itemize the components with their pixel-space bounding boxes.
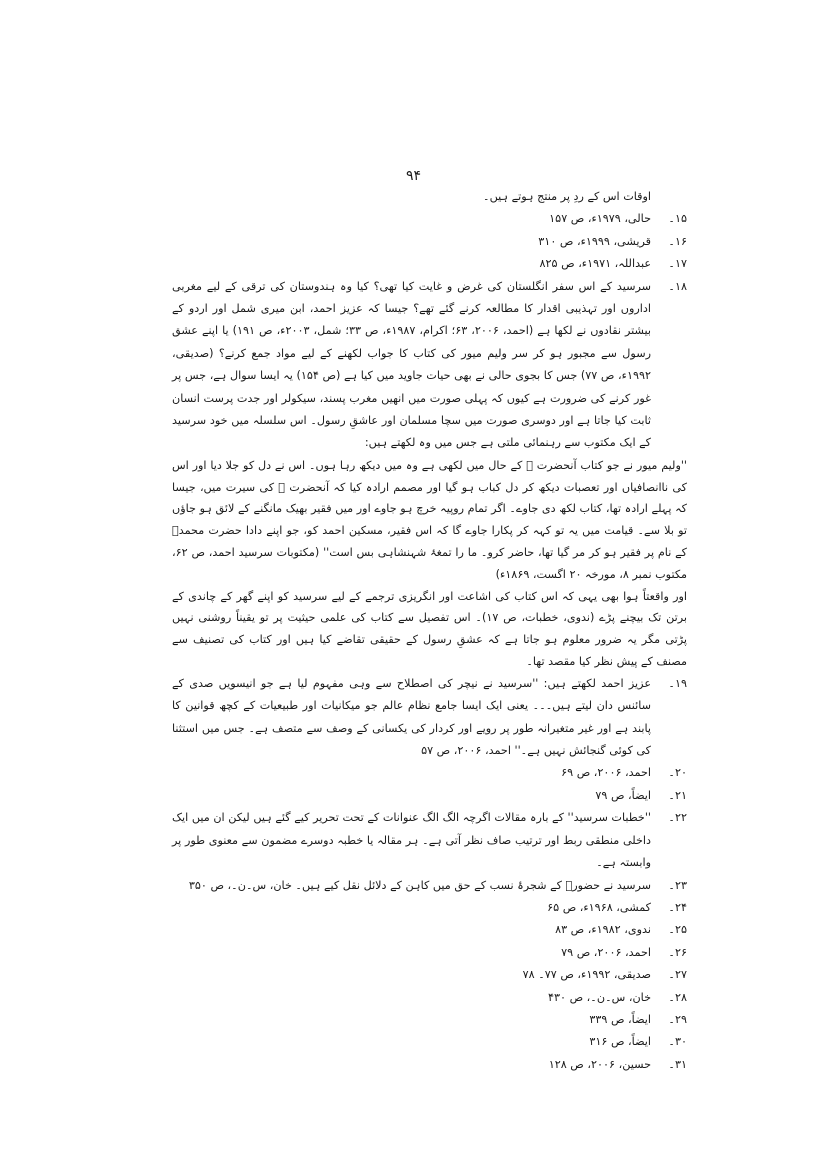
endnote-number: ۱۸۔: [668, 279, 687, 293]
endnote-27: [172, 964, 687, 986]
endnote-text: خان، س۔ن۔، ص ۴۳۰: [548, 990, 651, 1004]
endnote-text: عزیز احمد لکھتے ہیں: ''سرسید نے نیچر کی اصطلاح سے وہی مفہوم لیا ہے جو انیسویں صدی کے سائنس دان لیتے ہیں۔۔۔ یعنی ایک ایسا جامع نظام عالم جو میکانیات اور طبیعیات کے کچھ قوانین کا پابند ہے اور غیر متغیرانہ طور پر رویے اور کردار کی یکسانی کے وصف سے متصف ہے۔ جس میں استثنا کی کوئی گنجائش نہیں ہے۔'' احمد، ۲۰۰۶، ص ۵۷: [172, 676, 651, 758]
endnote-number: ۱۷۔: [668, 257, 687, 271]
endnote-17: [172, 253, 687, 275]
block-quote: ''ولیم میور نے جو کتاب آنحضرت ؐ کے حال میں لکھی ہے وہ میں دیکھ رہا ہوں۔ اس نے دل کو جلا دیا اور اس کی ناانصافیاں اور تعصبات دیکھ کر دل کباب ہو گیا اور مصمم ارادہ کیا کہ آنحضرت ﷺ کی سیرت میں، جیسا کہ پہلے ارادہ تھا، کتاب لکھ دی جاوے۔ اگر تمام روپیہ خرچ ہو جاوے اور میں فقیر بھیک مانگنے کے لائق ہو جاؤں تو بلا سے۔ قیامت میں یہ تو کہہ کر پکارا جاوے گا کہ اس فقیر، مسکین احمد کو، جو اپنے دادا حضرت محمدؐ کے نام پر فقیر ہو کر مر گیا تھا، حاضر کرو۔ ما را تمغۂ شہنشاہی بس است'' (مکتوبات سرسید احمد، ص ۶۲، مکتوب نمبر ۸، مورخہ ۲۰ اگست، ۱۸۶۹ء): [172, 458, 687, 581]
endnote-16: [172, 231, 687, 253]
endnote-text: ندوی، ۱۹۸۲ء، ص ۸۳: [555, 923, 651, 937]
endnote-text: ''خطبات سرسید'' کے بارہ مقالات اگرچہ الگ الگ عنوانات کے تحت تحریر کیے گئے ہیں لیکن ان میں ایک داخلی منطقی ربط اور ترتیب صاف نظر آتی ہے۔ ہر مقالہ یا خطبہ دوسرے مضمون سے معنوی طور پر وابستہ ہے۔: [172, 811, 651, 870]
endnote-20: [172, 762, 687, 784]
endnote-text: قریشی، ۱۹۹۹ء، ص ۳۱۰: [538, 234, 651, 248]
continued-note-text: اوقات اس کے ردِ پر منتج ہوتے ہیں۔: [483, 190, 651, 203]
endnote-22: [172, 807, 687, 874]
endnote-23: [172, 875, 687, 897]
endnote-number: ۱۹۔: [668, 676, 687, 690]
endnote-text: عبداللہ، ۱۹۷۱ء، ص ۸۲۵: [539, 257, 651, 271]
endnote-text: سرسید کے اس سفر انگلستان کی غرض و غایت کیا تھی؟ کیا وہ ہندوستان کی ترقی کے لیے مغربی اداروں اور تہذیبی اقدار کا مطالعہ کرنے گئے تھے؟ جیسا کہ عزیز احمد، ابن میری شمل اور اردو کے بیشتر نقادوں نے لکھا ہے (احمد، ۲۰۰۶، ۶۳؛ اکرام، ۱۹۸۷ء، ص ۳۳؛ شمل، ۲۰۰۳ء، ص ۱۹۱) یا اپنے عشق رسول سے مجبور ہو کر سر ولیم میور کی کتاب کا جواب لکھنے کے لیے مواد جمع کرنے؟ (صدیقی، ۱۹۹۲ء، ص ۷۷) جس کا بجوی حالی نے بھی حیات جاوید میں کیا ہے (ص ۱۵۴) یہ ایسا سوال ہے، جس پر غور کرنے کی ضرورت ہے کیوں کہ پہلی صورت میں انھیں مغرب پسند، سیکولر اور جدت پرست انسان ثابت کیا جاتا ہے اور دوسری صورت میں سچا مسلمان اور عاشقِ رسول۔ اس سلسلہ میں خود سرسید کے ایک مکتوب سے رہنمائی ملتی ہے جس میں وہ لکھتے ہیں:: [172, 279, 651, 450]
endnote-number: ۲۰۔: [668, 766, 687, 780]
endnote-text: صدیقی، ۱۹۹۲ء، ص ۷۷۔ ۷۸: [522, 968, 651, 982]
endnote-text: ایضاً، ص ۳۱۶: [589, 1035, 651, 1049]
endnote-number: ۳۰۔: [668, 1035, 687, 1049]
endnote-text: ایضاً، ص ۳۳۹: [589, 1012, 651, 1026]
endnote-25: [172, 919, 687, 941]
endnote-19: [172, 673, 687, 763]
endnote-30: [172, 1031, 687, 1053]
endnote-text: سرسید نے حضورؐ کے شجرۂ نسب کے حق میں کاہن کے دلائل نقل کیے ہیں۔ خان، س۔ن۔، ص ۳۵۰: [188, 878, 651, 892]
paragraph: اور واقعتاً ہوا بھی یہی کہ اس کتاب کی اشاعت اور انگریزی ترجمے کے لیے سرسید کو اپنے گھر کے چاندی کے برتن تک بیچنے پڑے (ندوی، خطبات، ص ۱۷)۔ اس تفصیل سے کتاب کی علمی حیثیت پر تو یقیناً روشنی نہیں پڑتی مگر یہ ضرور معلوم ہو جاتا ہے کہ عشقِ رسول کے حقیقی تقاضے کیا ہیں اور کتاب کی تصنیف سے مصنف کے پیش نظر کیا مقصد تھا۔: [172, 589, 687, 669]
endnote-number: ۲۹۔: [668, 1012, 687, 1026]
endnote-text: حالی، ۱۹۷۹ء، ص ۱۵۷: [549, 212, 651, 226]
endnote-31: [172, 1054, 687, 1076]
endnote-text: ایضاً، ص ۷۹: [595, 788, 651, 802]
endnote-text: احمد، ۲۰۰۶، ص ۷۹: [561, 945, 651, 959]
endnote-29: [172, 1009, 687, 1031]
endnote-text: احمد، ۲۰۰۶، ص ۶۹: [561, 766, 651, 780]
endnote-15: [172, 208, 687, 230]
page-number: ۹۴: [405, 168, 422, 184]
endnote-24: [172, 897, 687, 919]
endnote-text: کمشی، ۱۹۶۸ء، ص ۶۵: [547, 900, 651, 914]
endnote-number: ۲۵۔: [668, 923, 687, 937]
endnote-number: ۲۱۔: [668, 788, 687, 802]
endnotes-section: [172, 186, 687, 1076]
endnote-number: ۱۶۔: [668, 234, 687, 248]
endnote-18: [172, 276, 687, 455]
endnote-number: ۲۶۔: [668, 945, 687, 959]
endnote-number: ۱۵۔: [668, 212, 687, 226]
endnote-number: ۲۷۔: [668, 968, 687, 982]
endnote-number: ۲۴۔: [668, 900, 687, 914]
endnote-28: [172, 987, 687, 1009]
endnote-26: [172, 942, 687, 964]
endnote-number: ۲۲۔: [668, 811, 687, 825]
endnote-21: [172, 785, 687, 807]
endnote-number: ۳۱۔: [668, 1057, 687, 1071]
endnote-number: ۲۸۔: [668, 990, 687, 1004]
endnote-number: ۲۳۔: [668, 878, 687, 892]
endnote-text: حسین، ۲۰۰۶، ص ۱۲۸: [548, 1057, 651, 1071]
